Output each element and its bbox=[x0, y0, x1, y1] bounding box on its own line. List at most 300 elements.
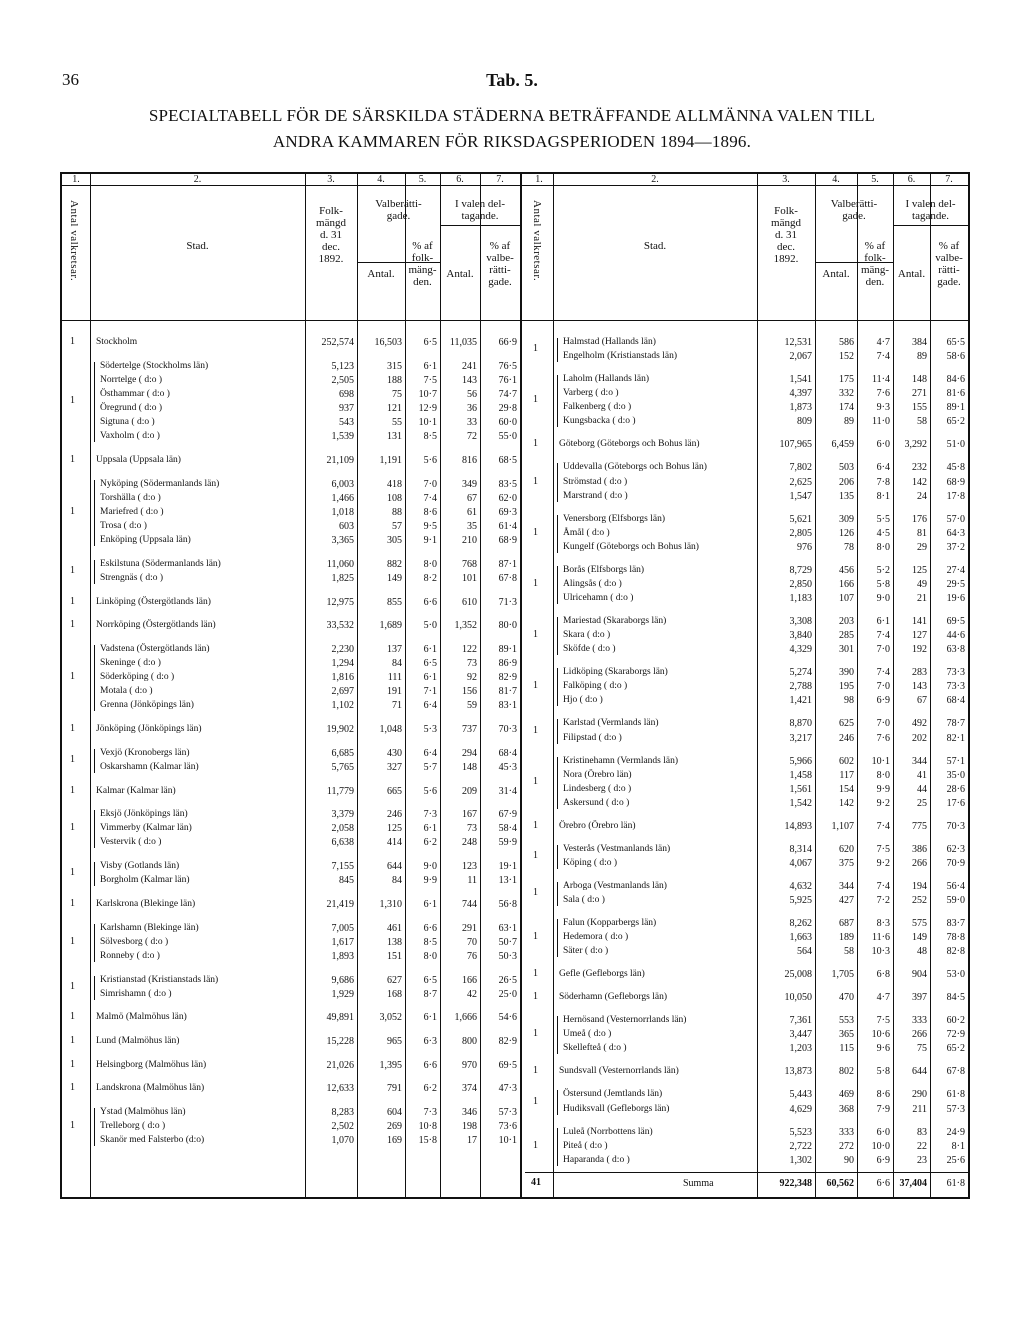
left-deltagande-antal: 56 bbox=[467, 388, 477, 400]
right-folkmangd-value: 5,523 bbox=[789, 1126, 812, 1138]
left-city-name: Mariefred ( d:o ) bbox=[100, 506, 164, 517]
right-valberattigade-pct: 6·0 bbox=[876, 1126, 890, 1138]
left-column-number: 3. bbox=[327, 174, 335, 185]
right-group-brace bbox=[557, 1128, 558, 1166]
right-valberattigade-antal: 1,107 bbox=[831, 820, 854, 832]
right-valberattigade-pct: 7·2 bbox=[876, 895, 890, 906]
right-valkrets-count: 1 bbox=[533, 1095, 538, 1107]
right-valberattigade-antal: 166 bbox=[839, 578, 854, 590]
left-valberattigade-pct: 6·4 bbox=[423, 747, 437, 759]
left-valberattigade-pct: 6·6 bbox=[423, 596, 437, 608]
right-valberattigade-antal: 602 bbox=[839, 755, 854, 767]
left-city-name: Ronneby ( d:o ) bbox=[100, 950, 160, 961]
left-valberattigade-pct: 6·2 bbox=[423, 1083, 437, 1095]
left-city-name: Karlskrona (Blekinge län) bbox=[96, 898, 196, 909]
left-city-name: Ystad (Malmöhus län) bbox=[100, 1107, 186, 1118]
left-deltagande-pct: 74·7 bbox=[498, 388, 517, 400]
right-deltagande-antal: 49 bbox=[917, 578, 927, 590]
left-deltagande-antal: 122 bbox=[462, 643, 477, 655]
left-folkmangd-value: 1,929 bbox=[331, 988, 354, 1000]
left-valberattigade-antal: 131 bbox=[387, 431, 402, 443]
right-city-name: Halmstad (Hallands län) bbox=[563, 337, 656, 347]
right-city-name: Haparanda ( d:o ) bbox=[563, 1154, 630, 1165]
right-header-antal: Antal. bbox=[822, 268, 850, 280]
right-valberattigade-antal: 107 bbox=[839, 593, 854, 604]
left-deltagande-pct: 81·7 bbox=[498, 686, 517, 698]
left-deltagande-antal: 800 bbox=[462, 1036, 477, 1047]
right-city-name: Gefle (Gefleborgs län) bbox=[559, 969, 645, 980]
left-valberattigade-pct: 5·3 bbox=[423, 724, 437, 735]
right-valberattigade-antal: 309 bbox=[839, 513, 854, 525]
left-city-name: Vexjö (Kronobergs län) bbox=[100, 747, 190, 758]
left-group-brace bbox=[94, 480, 95, 547]
right-deltagande-pct: 84·6 bbox=[946, 374, 965, 386]
right-city-name: Köping ( d:o ) bbox=[563, 857, 618, 868]
left-header-pct-folk: % af folk- mäng- den. bbox=[408, 240, 437, 288]
right-column-number: 7. bbox=[945, 174, 953, 185]
left-deltagande-antal: 35 bbox=[467, 520, 477, 532]
left-valberattigade-antal: 188 bbox=[387, 374, 402, 386]
right-deltagande-pct: 83·7 bbox=[946, 918, 965, 929]
left-folkmangd-value: 6,003 bbox=[331, 478, 354, 490]
right-city-name: Alingsås ( d:o ) bbox=[563, 578, 622, 589]
left-folkmangd-value: 1,102 bbox=[331, 700, 354, 712]
left-deltagande-antal: 241 bbox=[462, 360, 477, 372]
right-folkmangd-value: 976 bbox=[797, 541, 812, 553]
right-deltagande-pct: 63·8 bbox=[946, 644, 965, 656]
right-deltagande-antal: 22 bbox=[917, 1140, 927, 1152]
right-folkmangd-value: 1,542 bbox=[789, 797, 812, 809]
right-city-name: Umeå ( d:o ) bbox=[563, 1029, 612, 1040]
right-folkmangd-value: 7,802 bbox=[789, 462, 812, 474]
left-deltagande-pct: 76·1 bbox=[498, 374, 517, 386]
right-valberattigade-antal: 98 bbox=[844, 695, 854, 707]
right-folkmangd-value: 10,050 bbox=[784, 992, 812, 1004]
right-deltagande-antal: 775 bbox=[912, 820, 927, 832]
left-city-name: Norrköping (Östergötlands län) bbox=[96, 620, 216, 631]
left-folkmangd-value: 603 bbox=[339, 520, 354, 532]
left-folkmangd-value: 33,532 bbox=[326, 620, 354, 632]
right-group-brace bbox=[557, 338, 558, 362]
right-valberattigade-pct: 11·6 bbox=[872, 932, 890, 944]
right-group-brace bbox=[557, 1090, 558, 1114]
left-header-i-valen: I valen del- tagande. bbox=[454, 198, 506, 222]
right-deltagande-pct: 60·2 bbox=[946, 1015, 965, 1027]
left-deltagande-pct: 54·6 bbox=[498, 1012, 517, 1024]
right-deltagande-antal: 41 bbox=[917, 769, 927, 781]
right-deltagande-pct: 51·0 bbox=[946, 439, 965, 451]
right-folkmangd-value: 1,183 bbox=[789, 593, 812, 604]
right-folkmangd-value: 1,873 bbox=[789, 402, 812, 414]
right-valberattigade-pct: 9·2 bbox=[876, 857, 890, 869]
right-city-name: Örebro (Örebro län) bbox=[559, 820, 636, 831]
right-deltagande-antal: 283 bbox=[912, 667, 927, 679]
right-valberattigade-pct: 10·6 bbox=[871, 1029, 890, 1041]
left-valberattigade-pct: 6·5 bbox=[423, 974, 437, 986]
left-valkrets-count: 1 bbox=[70, 1120, 75, 1132]
right-deltagande-pct: 78·8 bbox=[946, 932, 965, 944]
right-folkmangd-value: 2,788 bbox=[789, 681, 812, 693]
right-valberattigade-antal: 469 bbox=[839, 1089, 854, 1101]
left-deltagande-antal: 1,352 bbox=[454, 620, 477, 632]
left-folkmangd-value: 2,697 bbox=[331, 686, 354, 698]
left-deltagande-pct: 71·3 bbox=[498, 596, 517, 608]
left-valberattigade-antal: 88 bbox=[392, 506, 402, 518]
page-number: 36 bbox=[62, 70, 79, 89]
left-city-name: Vadstena (Östergötlands län) bbox=[100, 643, 210, 654]
right-city-name: Falun (Kopparbergs län) bbox=[563, 918, 657, 928]
right-folkmangd-value: 2,067 bbox=[789, 351, 812, 363]
left-folkmangd-value: 2,502 bbox=[331, 1121, 354, 1133]
right-deltagande-antal: 148 bbox=[912, 374, 927, 386]
left-valberattigade-pct: 7·3 bbox=[423, 809, 437, 821]
right-valberattigade-antal: 427 bbox=[839, 895, 854, 906]
left-valberattigade-pct: 8·0 bbox=[423, 558, 437, 570]
right-deltagande-pct: 67·8 bbox=[946, 1066, 965, 1078]
left-deltagande-pct: 69·5 bbox=[498, 1059, 517, 1071]
left-valberattigade-pct: 15·8 bbox=[418, 1135, 437, 1147]
right-valkrets-count: 1 bbox=[533, 819, 538, 831]
right-valberattigade-antal: 135 bbox=[839, 490, 854, 502]
right-valberattigade-antal: 368 bbox=[839, 1103, 854, 1115]
left-deltagande-pct: 66·9 bbox=[498, 337, 517, 348]
left-valkrets-count: 1 bbox=[70, 671, 75, 683]
left-city-name: Trelleborg ( d:o ) bbox=[100, 1121, 166, 1132]
left-column-number: 6. bbox=[456, 174, 464, 185]
right-deltagande-antal: 89 bbox=[917, 351, 927, 363]
total-folkmangd: 922,348 bbox=[779, 1178, 812, 1189]
right-folkmangd-value: 7,361 bbox=[789, 1015, 812, 1027]
right-deltagande-antal: 194 bbox=[912, 880, 927, 892]
left-deltagande-pct: 59·9 bbox=[498, 837, 517, 849]
right-group-brace bbox=[557, 882, 558, 906]
left-valberattigade-antal: 1,689 bbox=[379, 620, 402, 632]
left-valberattigade-antal: 108 bbox=[387, 492, 402, 504]
left-valkrets-count: 1 bbox=[70, 867, 75, 879]
left-deltagande-pct: 55·0 bbox=[498, 431, 517, 443]
right-folkmangd-value: 8,870 bbox=[789, 718, 812, 730]
left-deltagande-pct: 89·1 bbox=[498, 643, 517, 655]
right-valberattigade-antal: 272 bbox=[839, 1140, 854, 1152]
left-deltagande-antal: 73 bbox=[467, 658, 477, 669]
right-deltagande-antal: 211 bbox=[912, 1103, 927, 1115]
left-folkmangd-value: 252,574 bbox=[321, 337, 354, 348]
right-deltagande-pct: 19·6 bbox=[946, 593, 965, 604]
right-valkrets-count: 1 bbox=[533, 526, 538, 538]
right-valberattigade-antal: 206 bbox=[839, 476, 854, 488]
right-valberattigade-pct: 7·5 bbox=[876, 843, 890, 855]
right-valberattigade-antal: 375 bbox=[839, 857, 854, 869]
left-folkmangd-value: 7,005 bbox=[331, 922, 354, 934]
right-city-name: Luleå (Norrbottens län) bbox=[563, 1126, 653, 1137]
right-city-name: Engelholm (Kristianstads län) bbox=[563, 351, 677, 362]
right-folkmangd-value: 4,397 bbox=[789, 388, 812, 400]
right-deltagande-antal: 904 bbox=[912, 969, 927, 981]
left-valberattigade-pct: 7·4 bbox=[423, 492, 437, 504]
left-col-rule bbox=[520, 172, 522, 1197]
left-valberattigade-pct: 9·1 bbox=[423, 535, 437, 546]
right-city-name: Uddevalla (Göteborgs och Bohus län) bbox=[563, 462, 707, 473]
right-folkmangd-value: 3,217 bbox=[789, 732, 812, 744]
right-folkmangd-value: 8,314 bbox=[789, 843, 812, 855]
right-folkmangd-value: 14,893 bbox=[784, 820, 812, 832]
right-header-i-valen: I valen del- tagande. bbox=[905, 198, 956, 222]
right-deltagande-pct: 82·8 bbox=[946, 946, 965, 958]
left-deltagande-pct: 63·1 bbox=[498, 922, 517, 934]
right-city-name: Karlstad (Vermlands län) bbox=[563, 718, 659, 729]
left-column-number: 4. bbox=[377, 174, 385, 185]
left-col-rule bbox=[90, 172, 91, 1197]
left-valberattigade-pct: 6·4 bbox=[423, 700, 437, 712]
left-valberattigade-pct: 5·6 bbox=[423, 454, 437, 466]
left-deltagande-antal: 156 bbox=[462, 686, 477, 698]
left-valberattigade-antal: 1,395 bbox=[379, 1059, 402, 1071]
left-valberattigade-antal: 84 bbox=[392, 658, 402, 669]
right-group-brace bbox=[557, 617, 558, 655]
left-deltagande-pct: 82·9 bbox=[498, 672, 517, 684]
right-city-name: Marstrand ( d:o ) bbox=[563, 490, 628, 501]
left-folkmangd-value: 1,825 bbox=[331, 572, 354, 584]
left-folkmangd-value: 1,617 bbox=[331, 936, 354, 948]
right-valkrets-count: 1 bbox=[533, 724, 538, 736]
right-col-rule bbox=[553, 172, 554, 1197]
left-deltagande-pct: 80·0 bbox=[498, 620, 517, 632]
right-deltagande-pct: 24·9 bbox=[946, 1126, 965, 1138]
right-city-name: Hjo ( d:o ) bbox=[563, 695, 603, 706]
left-folkmangd-value: 21,026 bbox=[326, 1059, 354, 1071]
right-deltagande-pct: 73·3 bbox=[946, 681, 965, 693]
left-valberattigade-pct: 12·9 bbox=[418, 403, 437, 414]
left-valberattigade-pct: 6·1 bbox=[423, 643, 437, 655]
right-city-name: Borås (Elfsborgs län) bbox=[563, 564, 645, 575]
right-valberattigade-antal: 189 bbox=[839, 932, 854, 944]
right-group-brace bbox=[557, 566, 558, 604]
left-header-antal-2: Antal. bbox=[446, 268, 474, 280]
left-deltagande-antal: 70 bbox=[467, 936, 477, 948]
right-valberattigade-antal: 58 bbox=[844, 946, 854, 958]
left-folkmangd-value: 9,686 bbox=[331, 974, 354, 986]
right-city-name: Lindesberg ( d:o ) bbox=[563, 783, 632, 794]
left-valberattigade-pct: 8·7 bbox=[423, 988, 437, 1000]
right-valkrets-count: 1 bbox=[533, 991, 538, 1003]
right-city-name: Filipstad ( d:o ) bbox=[563, 732, 622, 743]
right-deltagande-pct: 35·0 bbox=[946, 769, 965, 781]
right-valberattigade-pct: 7·0 bbox=[876, 718, 890, 730]
left-folkmangd-value: 15,228 bbox=[326, 1036, 354, 1047]
left-valberattigade-antal: 75 bbox=[392, 388, 402, 400]
right-valberattigade-pct: 10·1 bbox=[871, 755, 890, 767]
left-deltagande-antal: 610 bbox=[462, 596, 477, 608]
right-valkrets-count: 1 bbox=[533, 775, 538, 787]
left-deltagande-pct: 61·4 bbox=[498, 520, 517, 532]
left-group-brace bbox=[94, 645, 95, 712]
right-deltagande-pct: 68·4 bbox=[946, 695, 965, 707]
total-valberattigade: 60,562 bbox=[826, 1178, 854, 1189]
right-deltagande-pct: 27·4 bbox=[946, 564, 965, 576]
right-valkrets-count: 1 bbox=[533, 1028, 538, 1040]
right-valberattigade-pct: 7·4 bbox=[876, 820, 890, 832]
right-valberattigade-pct: 8·0 bbox=[876, 769, 890, 781]
left-header-antal: Antal. bbox=[367, 268, 395, 280]
left-deltagande-antal: 198 bbox=[462, 1121, 477, 1133]
right-folkmangd-value: 4,067 bbox=[789, 857, 812, 869]
left-city-name: Uppsala (Uppsala län) bbox=[96, 454, 181, 465]
left-deltagande-antal: 148 bbox=[462, 761, 477, 773]
left-valberattigade-antal: 71 bbox=[392, 700, 402, 712]
right-valberattigade-pct: 8·1 bbox=[876, 490, 890, 502]
right-deltagande-antal: 141 bbox=[912, 616, 927, 627]
left-deltagande-antal: 744 bbox=[462, 898, 477, 910]
right-deltagande-pct: 25·6 bbox=[946, 1154, 965, 1166]
left-folkmangd-value: 2,230 bbox=[331, 643, 354, 655]
right-valberattigade-pct: 5·8 bbox=[876, 1066, 890, 1078]
right-city-name: Vesterås (Vestmanlands län) bbox=[563, 843, 671, 854]
right-folkmangd-value: 1,421 bbox=[789, 695, 812, 707]
right-deltagande-antal: 58 bbox=[917, 416, 927, 428]
left-valberattigade-pct: 7·3 bbox=[423, 1107, 437, 1119]
right-city-name: Hudiksvall (Gefleborgs län) bbox=[563, 1103, 670, 1114]
left-valberattigade-pct: 5·6 bbox=[423, 785, 437, 797]
right-deltagande-pct: 57·3 bbox=[946, 1103, 965, 1115]
left-deltagande-pct: 50·7 bbox=[498, 936, 517, 948]
right-valberattigade-pct: 9·6 bbox=[876, 1043, 890, 1055]
left-valberattigade-pct: 6·5 bbox=[423, 658, 437, 669]
left-deltagande-pct: 83·5 bbox=[498, 478, 517, 490]
right-valberattigade-antal: 470 bbox=[839, 992, 854, 1004]
left-valberattigade-antal: 1,048 bbox=[379, 724, 402, 735]
right-column-number: 1. bbox=[535, 174, 543, 185]
right-deltagande-pct: 64·3 bbox=[946, 527, 965, 539]
right-valberattigade-pct: 8·3 bbox=[876, 918, 890, 929]
left-city-name: Linköping (Östergötlands län) bbox=[96, 596, 211, 607]
right-valberattigade-pct: 7·4 bbox=[876, 630, 890, 642]
right-valberattigade-pct: 5·8 bbox=[876, 578, 890, 590]
left-valberattigade-antal: 418 bbox=[387, 478, 402, 490]
left-deltagande-pct: 10·1 bbox=[498, 1135, 517, 1147]
left-folkmangd-value: 6,685 bbox=[331, 747, 354, 759]
left-folkmangd-value: 49,891 bbox=[326, 1012, 354, 1024]
right-valberattigade-pct: 9·2 bbox=[876, 797, 890, 809]
left-deltagande-antal: 101 bbox=[462, 572, 477, 584]
left-valberattigade-pct: 7·5 bbox=[423, 374, 437, 386]
right-valberattigade-pct: 7·5 bbox=[876, 1015, 890, 1027]
right-group-brace bbox=[557, 463, 558, 501]
right-valberattigade-pct: 7·9 bbox=[876, 1103, 890, 1115]
left-city-name: Trosa ( d:o ) bbox=[100, 520, 147, 531]
right-deltagande-antal: 48 bbox=[917, 946, 927, 958]
left-valkrets-count: 1 bbox=[70, 980, 75, 992]
left-deltagande-pct: 31·4 bbox=[498, 785, 517, 797]
right-valberattigade-pct: 7·6 bbox=[876, 732, 890, 744]
right-valberattigade-antal: 115 bbox=[839, 1043, 854, 1055]
left-city-name: Lund (Malmöhus län) bbox=[96, 1036, 180, 1046]
left-valberattigade-pct: 6·2 bbox=[423, 837, 437, 849]
left-folkmangd-value: 7,155 bbox=[331, 861, 354, 873]
left-deltagande-pct: 45·3 bbox=[498, 761, 517, 773]
left-deltagande-antal: 816 bbox=[462, 454, 477, 466]
left-valberattigade-antal: 1,191 bbox=[379, 454, 402, 466]
right-valberattigade-antal: 154 bbox=[839, 783, 854, 795]
left-city-name: Stockholm bbox=[96, 337, 138, 347]
left-valkrets-count: 1 bbox=[70, 897, 75, 909]
right-folkmangd-value: 4,329 bbox=[789, 644, 812, 656]
left-valberattigade-antal: 315 bbox=[387, 360, 402, 372]
left-valberattigade-pct: 8·5 bbox=[423, 936, 437, 948]
left-city-name: Enköping (Uppsala län) bbox=[100, 535, 191, 545]
right-ivalen-rule bbox=[893, 225, 968, 226]
right-folkmangd-value: 5,443 bbox=[789, 1089, 812, 1101]
right-deltagande-antal: 266 bbox=[912, 857, 927, 869]
right-valberattigade-antal: 152 bbox=[839, 351, 854, 363]
right-valberattigade-antal: 503 bbox=[839, 462, 854, 474]
right-deltagande-pct: 65·5 bbox=[946, 337, 965, 348]
left-valkrets-count: 1 bbox=[70, 1011, 75, 1023]
right-header-folkmangd: Folk- mängd d. 31 dec. 1892. bbox=[771, 205, 801, 265]
right-valkrets-count: 1 bbox=[533, 475, 538, 487]
left-valberattigade-antal: 151 bbox=[387, 950, 402, 962]
left-valberattigade-pct: 8·2 bbox=[423, 572, 437, 584]
left-deltagande-pct: 86·9 bbox=[498, 658, 517, 669]
right-deltagande-pct: 61·8 bbox=[946, 1089, 965, 1101]
right-city-name: Östersund (Jemtlands län) bbox=[563, 1089, 663, 1100]
right-city-name: Hernösand (Vesternorrlands län) bbox=[563, 1015, 687, 1026]
right-deltagande-pct: 78·7 bbox=[946, 718, 965, 730]
left-deltagande-pct: 62·0 bbox=[498, 492, 517, 504]
left-folkmangd-value: 1,294 bbox=[331, 658, 354, 669]
right-city-name: Söderhamn (Gefleborgs län) bbox=[559, 992, 667, 1003]
right-deltagande-antal: 81 bbox=[917, 527, 927, 539]
right-folkmangd-value: 2,722 bbox=[789, 1140, 812, 1152]
left-valberattigade-pct: 8·0 bbox=[423, 950, 437, 962]
right-valberattigade-pct: 7·8 bbox=[876, 476, 890, 488]
left-city-name: Sölvesborg ( d:o ) bbox=[100, 936, 169, 947]
left-valberattigade-antal: 430 bbox=[387, 747, 402, 759]
left-valkrets-count: 1 bbox=[70, 935, 75, 947]
right-deltagande-antal: 155 bbox=[912, 402, 927, 414]
left-valberattigade-antal: 644 bbox=[387, 861, 402, 873]
left-deltagande-pct: 68·9 bbox=[498, 535, 517, 546]
left-valberattigade-pct: 7·1 bbox=[423, 686, 437, 698]
right-deltagande-pct: 57·0 bbox=[946, 513, 965, 525]
left-deltagande-antal: 374 bbox=[462, 1083, 477, 1095]
colnum-rule bbox=[60, 185, 970, 186]
left-valberattigade-pct: 8·5 bbox=[423, 431, 437, 443]
right-valberattigade-antal: 456 bbox=[839, 564, 854, 576]
right-city-name: Arboga (Vestmanlands län) bbox=[563, 880, 667, 891]
right-folkmangd-value: 2,625 bbox=[789, 476, 812, 488]
left-deltagande-antal: 1,666 bbox=[454, 1012, 477, 1024]
right-column-number: 2. bbox=[651, 174, 659, 185]
right-deltagande-antal: 23 bbox=[917, 1154, 927, 1166]
right-city-name: Laholm (Hallands län) bbox=[563, 374, 650, 385]
right-deltagande-pct: 58·6 bbox=[946, 351, 965, 363]
right-city-name: Kristinehamn (Vermlands län) bbox=[563, 755, 679, 766]
right-valberattigade-antal: 687 bbox=[839, 918, 854, 929]
right-valberattigade-antal: 126 bbox=[839, 527, 854, 539]
left-deltagande-pct: 68·4 bbox=[498, 747, 517, 759]
totals-rule bbox=[525, 1172, 968, 1173]
left-city-name: Landskrona (Malmöhus län) bbox=[96, 1083, 205, 1094]
left-folkmangd-value: 12,633 bbox=[326, 1083, 354, 1095]
right-valberattigade-antal: 175 bbox=[839, 374, 854, 386]
right-deltagande-pct: 73·3 bbox=[946, 667, 965, 679]
right-folkmangd-value: 1,203 bbox=[789, 1043, 812, 1055]
left-deltagande-antal: 291 bbox=[462, 922, 477, 934]
header-bottom-rule bbox=[60, 320, 970, 321]
left-folkmangd-value: 937 bbox=[339, 403, 354, 414]
left-valberattigade-antal: 604 bbox=[387, 1107, 402, 1119]
left-valberattigade-antal: 627 bbox=[387, 974, 402, 986]
